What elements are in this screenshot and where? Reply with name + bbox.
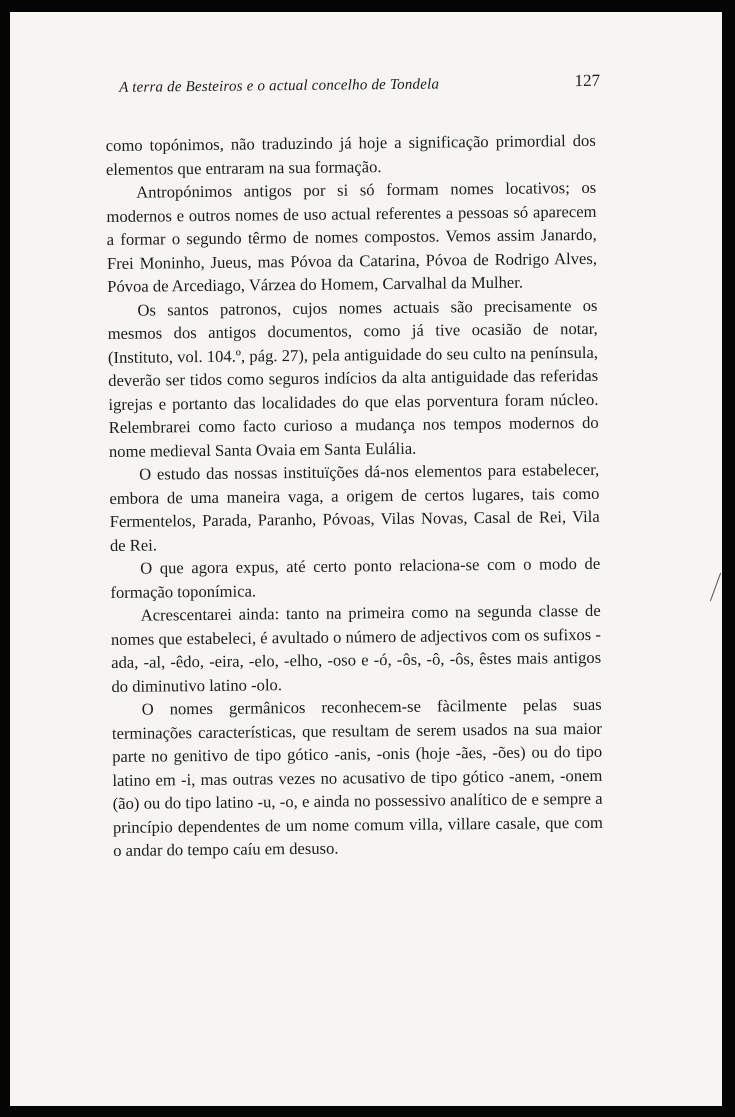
paragraph-3: Os santos patronos, cujos nomes actuais são precisamente os mesmos dos antigos documentos, como já tive ocasião de notar, (Instituto, vol. 104.º, pág. 27), pela antiguidade do seu culto na península, deverão ser tidos como seguros indícios da alta antiguidade das referidas igrejas e portanto das localidades do que elas porventura foram núcleo. Relembrarei como facto curioso a mudança nos tempos modernos do nome medieval Santa Ovaia em Santa Eulália. xyxy=(107,295,599,461)
running-title: A terra de Besteiros e o actual concelho de Tondela xyxy=(119,76,440,96)
margin-pencil-mark xyxy=(710,573,721,602)
book-page xyxy=(10,12,722,1106)
paragraph-2: Antropónimos antigos por si só formam nomes locativos; os modernos e outros nomes de uso actual referentes a pessoas só aparecem a formar o segundo têrmo de nomes compostos. Vemos assim Janardo, Frei Moninho, Jueus, mas Póvoa da Catarina, Póvoa de Rodrigo Alves, Póvoa de Arcediago, Várzea do Homem, Carvalhal da Mulher. xyxy=(106,177,598,296)
paragraph-1: como topónimos, não traduzindo já hoje a significação primordial dos elementos que entraram na sua formação. xyxy=(105,130,596,179)
paragraph-5: O que agora expus, até certo ponto relaciona-se com o modo de formação toponímica. xyxy=(110,553,601,602)
paragraph-6: Acrescentarei ainda: tanto na primeira como na segunda classe de nomes que estabeleci, é avultado o número de adjectivos com os sufixos -ada, -al, -êdo, -eira, -elo, -elho, -oso e -ó, -ôs, -ô, -ôs, êstes mais antigos do diminutivo latino -olo. xyxy=(110,600,602,696)
body-text xyxy=(106,129,604,863)
running-head xyxy=(105,69,601,104)
page-content xyxy=(105,69,603,863)
page-number: 127 xyxy=(574,70,601,91)
paragraph-4: O estudo das nossas instituïções dá-nos elementos para estabelecer, embora de uma maneira vaga, a origem de certos lugares, tais como Fermentelos, Parada, Paranho, Póvoas, Vilas Novas, Casal de Rei, Vila de Rei. xyxy=(109,459,600,555)
paragraph-7: O nomes germânicos reconhecem-se fàcilmente pelas suas terminações características, que resultam de serem usados na sua maior parte no genitivo de tipo gótico -anis, -onis (hoje -ães, -ões) ou do tipo latino em -i, mas outras vezes no acusativo de tipo gótico -anem, -onem (ão) ou do tipo latino -u, -o, e ainda no possessivo analítico de e sempre a princípio dependentes de um nome comum villa, villare casale, que com o andar do tempo caíu em desuso. xyxy=(111,694,603,860)
